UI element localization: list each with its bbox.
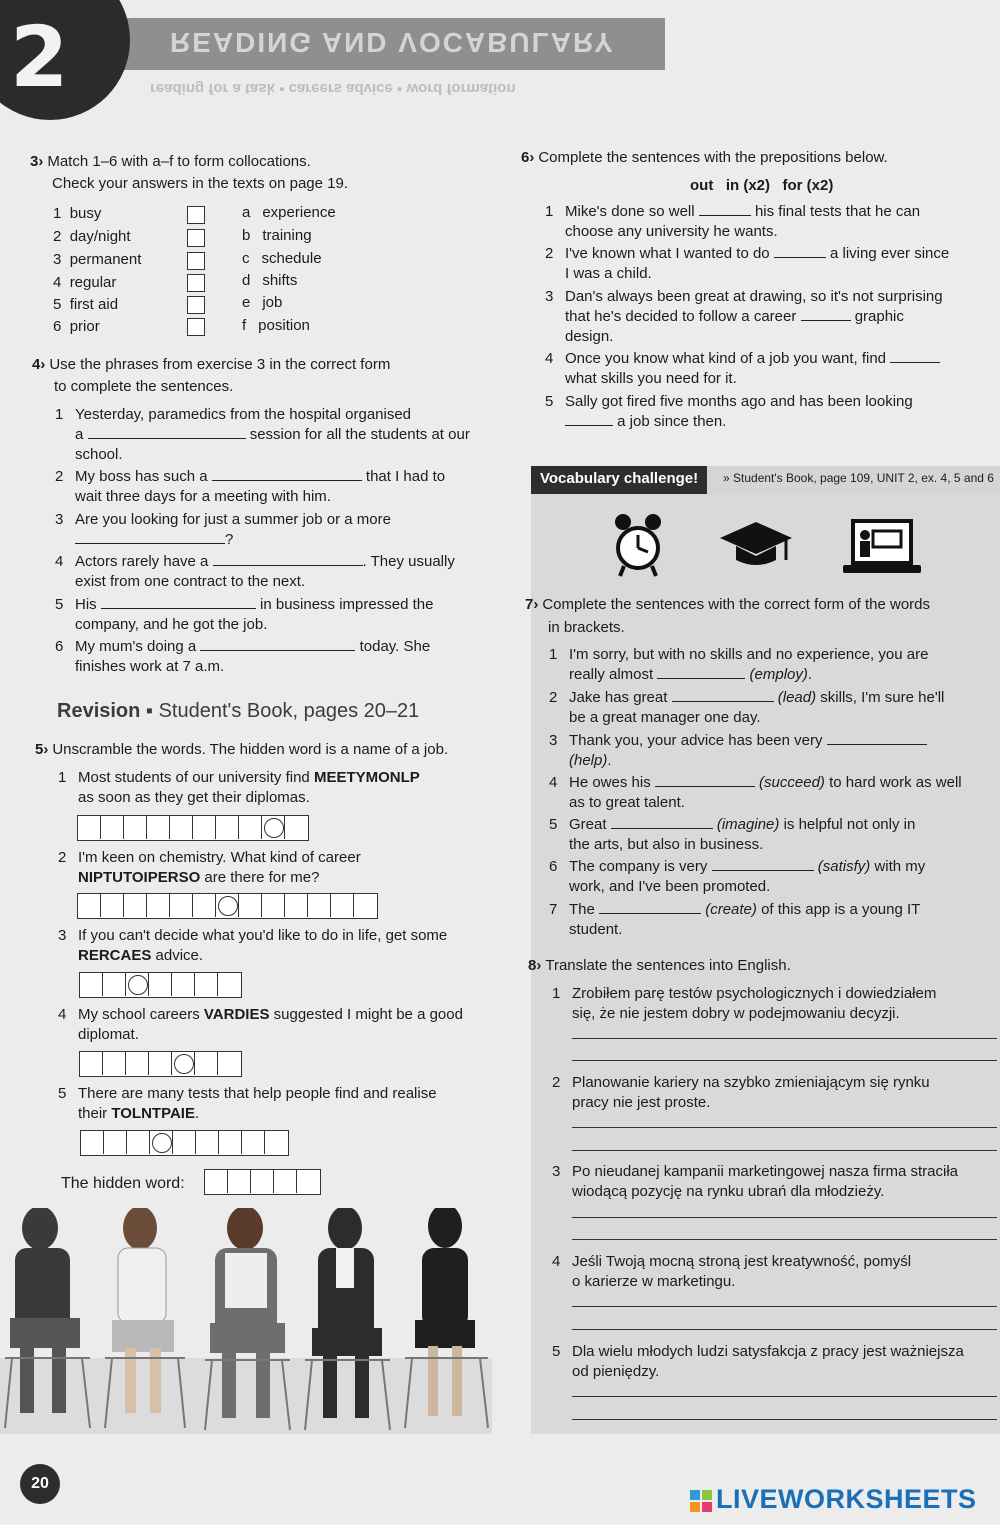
ex7-item: 2 Jake has great (lead) skills, I'm sure he'll be a great manager one day. — [549, 689, 945, 726]
ex3-left-item: 4 regular — [53, 274, 117, 291]
answer-line[interactable] — [572, 1306, 997, 1307]
answer-blank[interactable] — [801, 307, 851, 321]
answer-blank[interactable] — [212, 467, 362, 481]
letter-grid[interactable] — [79, 1051, 242, 1077]
answer-blank[interactable] — [672, 688, 774, 702]
ex5-item: 3 If you can't decide what you'd like to do in life, get some RERCAES advice. — [58, 927, 448, 964]
answer-blank[interactable] — [827, 731, 927, 745]
answer-line[interactable] — [572, 1419, 997, 1420]
scrambled-word: NIPTUTOIPERSO — [78, 869, 201, 886]
ex4-item: 3 Are you looking for just a summer job or a more ? — [55, 511, 391, 548]
revision-heading: Revision ▪ Student's Book, pages 20–21 — [57, 700, 420, 722]
letter-grid[interactable] — [79, 972, 242, 998]
liveworksheets-logo-icon — [690, 1490, 712, 1512]
ex8-title: 8› Translate the sentences into English. — [528, 957, 791, 974]
ex8-item: 4 Jeśli Twoją mocną stroną jest kreatywność, pomyśl o karierze w marketingu. — [552, 1253, 912, 1290]
answer-line[interactable] — [572, 1127, 997, 1128]
scrambled-word: RERCAES — [78, 947, 152, 964]
ex5-item: 1 Most students of our university find MEETYMONLP as soon as they get their diplomas. — [58, 769, 420, 806]
answer-blank[interactable] — [712, 857, 814, 871]
ex3-left-item: 3 permanent — [53, 251, 142, 268]
ex3-right-item: f position — [242, 317, 310, 334]
scrambled-word: VARDIES — [203, 1006, 270, 1023]
job-candidates-photo — [0, 1208, 492, 1434]
answer-line[interactable] — [572, 1060, 997, 1061]
letter-grid[interactable] — [77, 893, 378, 919]
answer-blank[interactable] — [657, 665, 745, 679]
ex6-item: 4 Once you know what kind of a job you want, find what skills you need for it. — [545, 349, 995, 389]
ex5-item: 5 There are many tests that help people find and realise their TOLNTPAIE. — [58, 1085, 437, 1122]
ex6-item: 3 Dan's always been great at drawing, so it's not surprising that he's decided to follow a career graphic design. — [545, 288, 943, 345]
ex3-right-item: b training — [242, 227, 312, 244]
ex7-item: 4 He owes his (succeed) to hard work as well as to great talent. — [549, 774, 962, 811]
ex3-left-item: 2 day/night — [53, 228, 131, 245]
ex8-item: 5 Dla wielu młodych ludzi satysfakcja z pracy jest ważniejsza od pieniędzy. — [552, 1343, 964, 1380]
ex6-item: 1 Mike's done so well his final tests that he can choose any university he wants. — [545, 203, 921, 240]
answer-line[interactable] — [572, 1396, 997, 1397]
answer-blank[interactable] — [88, 425, 246, 439]
ex7-item: 1 I'm sorry, but with no skills and no experience, you are really almost (employ). — [549, 646, 929, 683]
answer-blank[interactable] — [75, 530, 225, 544]
ex4-item: 6 My mum's doing a today. She finishes work at 7 a.m. — [55, 638, 431, 675]
answer-line[interactable] — [572, 1150, 997, 1151]
letter-grid[interactable] — [80, 1130, 289, 1156]
ex4-item: 1 Yesterday, paramedics from the hospital organised a session for all the students at our school. — [55, 406, 470, 463]
answer-line[interactable] — [572, 1239, 997, 1240]
letter-grid[interactable] — [77, 815, 309, 841]
hidden-word-grid[interactable] — [204, 1169, 321, 1195]
unit-number: 2 — [10, 8, 69, 106]
ex7-item: 6 The company is very (satisfy) with my work, and I've been promoted. — [549, 858, 926, 895]
vocab-challenge-label: Vocabulary challenge! — [531, 466, 707, 494]
page-number: 20 — [20, 1464, 60, 1504]
answer-blank[interactable] — [599, 900, 701, 914]
answer-blank[interactable] — [611, 815, 713, 829]
ex5-title: 5› Unscramble the words. The hidden word is a name of a job. — [35, 741, 449, 758]
answer-blank[interactable] — [213, 552, 363, 566]
ex3-left-item: 5 first aid — [53, 296, 119, 313]
answer-blank[interactable] — [890, 349, 940, 363]
answer-box[interactable] — [187, 206, 205, 224]
ex3-left-item: 1 busy — [53, 205, 102, 222]
ex4-item: 5 His in business impressed the company, and he got the job. — [55, 596, 434, 633]
alarm-clock-icon — [612, 510, 664, 583]
ex3-instruction: Check your answers in the texts on page 19. — [52, 175, 349, 192]
unit-subtitle: reading for a task • careers advice • word formation — [150, 80, 516, 97]
answer-blank[interactable] — [101, 595, 256, 609]
answer-line[interactable] — [572, 1038, 997, 1039]
ex4-item: 4 Actors rarely have a . They usually exist from one contract to the next. — [55, 553, 455, 590]
graduation-cap-icon — [720, 520, 792, 575]
liveworksheets-brand[interactable]: LIVEWORKSHEETS — [716, 1484, 977, 1514]
ex7-instruction: in brackets. — [548, 619, 625, 636]
answer-box[interactable] — [187, 252, 205, 270]
answer-box[interactable] — [187, 229, 205, 247]
answer-box[interactable] — [187, 318, 205, 336]
vocab-challenge-ref: » Student's Book, page 109, UNIT 2, ex. 4, 5 and 6 — [723, 471, 994, 485]
ex3-right-item: c schedule — [242, 250, 322, 267]
answer-blank[interactable] — [565, 412, 613, 426]
ex6-title: 6› Complete the sentences with the prepositions below. — [521, 149, 888, 166]
answer-blank[interactable] — [655, 773, 755, 787]
scrambled-word: MEETYMONLP — [313, 769, 420, 786]
ex6-item: 5 Sally got fired five months ago and has been looking a job since then. — [545, 393, 913, 430]
answer-box[interactable] — [187, 296, 205, 314]
ex4-title: 4› Use the phrases from exercise 3 in the correct form — [32, 356, 391, 373]
answer-blank[interactable] — [200, 637, 355, 651]
answer-line[interactable] — [572, 1329, 997, 1330]
ex4-item: 2 My boss has such a that I had to wait three days for a meeting with him. — [55, 468, 446, 505]
unit-title: READING AND VOCABULARY — [170, 27, 615, 58]
ex3-right-item: d shifts — [242, 272, 298, 289]
ex5-item: 2 I'm keen on chemistry. What kind of career NIPTUTOIPERSO are there for me? — [58, 849, 361, 886]
ex4-instruction: to complete the sentences. — [54, 378, 234, 395]
ex8-item: 3 Po nieudanej kampanii marketingowej nasza firma straciła wiodącą pozycję na rynku ubrań dla młodzieży. — [552, 1163, 959, 1200]
ex8-item: 2 Planowanie kariery na szybko zmieniającym się rynku pracy nie jest proste. — [552, 1074, 930, 1111]
vocab-challenge-bar — [531, 466, 1000, 494]
ex3-left-item: 6 prior — [53, 318, 100, 335]
ex5-item: 4 My school careers VARDIES suggested I might be a good diplomat. — [58, 1006, 463, 1043]
ex3-title: 3› Match 1–6 with a–f to form collocations. — [30, 153, 311, 170]
scrambled-word: TOLNTPAIE — [111, 1105, 195, 1122]
ex7-item: 3 Thank you, your advice has been very (help). — [549, 731, 997, 771]
ex8-item: 1 Zrobiłem parę testów psychologicznych i dowiedziałem się, że nie jestem dobry w podejmowaniu decyzji. — [552, 985, 937, 1022]
ex6-item: 2 I've known what I wanted to do a living ever since I was a child. — [545, 245, 950, 282]
answer-blank[interactable] — [699, 202, 751, 216]
ex7-title: 7› Complete the sentences with the correct form of the words — [525, 596, 931, 613]
hidden-word-label: The hidden word: — [61, 1175, 185, 1192]
answer-box[interactable] — [187, 274, 205, 292]
ex7-item: 7 The (create) of this app is a young IT student. — [549, 901, 921, 938]
laptop-teacher-icon — [843, 517, 921, 582]
ex3-right-item: a experience — [242, 204, 336, 221]
ex6-word-bank: out in (x2) for (x2) — [690, 177, 834, 194]
answer-line[interactable] — [572, 1217, 997, 1218]
ex7-item: 5 Great (imagine) is helpful not only in the arts, but also in business. — [549, 816, 916, 853]
ex3-right-item: e job — [242, 294, 283, 311]
answer-blank[interactable] — [774, 244, 826, 258]
